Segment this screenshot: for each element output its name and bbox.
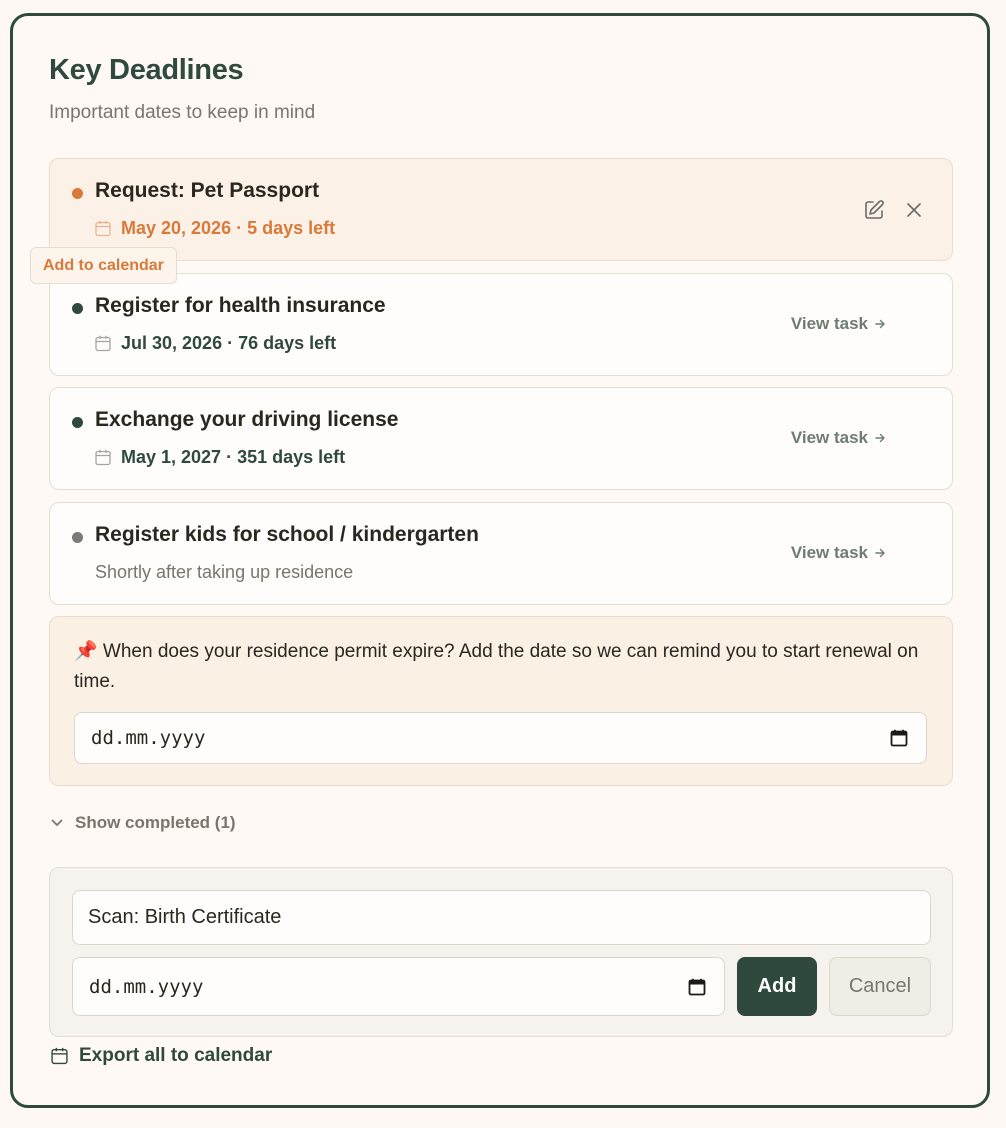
permit-expiry-date-input[interactable] [74, 712, 927, 764]
deadline-title: Register for health insurance [95, 294, 386, 317]
add-to-calendar-tooltip: Add to calendar [30, 247, 177, 284]
edit-icon [863, 199, 885, 221]
export-label: Export all to calendar [79, 1045, 273, 1066]
chevron-down-icon [51, 819, 63, 827]
add-deadline-form [49, 867, 953, 1037]
edit-button[interactable] [862, 198, 886, 222]
view-task-link[interactable] [791, 314, 886, 334]
status-dot [72, 188, 83, 199]
cancel-button[interactable]: Cancel [829, 957, 931, 1016]
page-subtitle: Important dates to keep in mind [49, 102, 316, 123]
calendar-icon [95, 449, 111, 466]
add-button[interactable]: Add [737, 957, 817, 1016]
deadline-date [95, 333, 336, 354]
deadline-title: Exchange your driving license [95, 408, 399, 431]
status-dot [72, 417, 83, 428]
deadline-date-text: Jul 30, 2026 · 76 days left [121, 333, 337, 353]
view-task-link[interactable] [791, 543, 886, 563]
deadline-date [95, 562, 353, 583]
calendar-picker-icon[interactable] [688, 978, 706, 996]
view-task-label: View task [790, 314, 868, 333]
calendar-picker-icon[interactable] [890, 729, 908, 747]
reminder-text: 📌 When does your residence permit expire? Add the date so we can remind you to start renewal on time. [74, 641, 919, 692]
status-dot [72, 532, 83, 543]
close-icon [906, 202, 922, 218]
status-dot [72, 303, 83, 314]
date-placeholder: dd.mm.yyyy [89, 975, 204, 998]
deadline-card-health-insurance[interactable] [49, 273, 953, 376]
deadline-date-input[interactable] [72, 957, 725, 1016]
arrow-right-icon [874, 432, 886, 444]
deadline-title: Request: Pet Passport [95, 179, 320, 202]
remove-button[interactable] [902, 198, 926, 222]
deadline-date [95, 447, 345, 468]
deadline-title: Register kids for school / kindergarten [95, 523, 479, 546]
deadline-card-pet-passport[interactable] [49, 158, 953, 261]
view-task-label: View task [790, 543, 868, 562]
deadline-date-text: May 1, 2027 · 351 days left [121, 447, 346, 467]
show-completed-toggle[interactable] [51, 813, 236, 833]
deadlines-panel [10, 13, 990, 1108]
date-placeholder: dd.mm.yyyy [91, 727, 206, 749]
deadline-title-input[interactable] [72, 890, 931, 945]
calendar-icon [95, 335, 111, 352]
deadline-date-text: Shortly after taking up residence [95, 562, 354, 582]
show-completed-label: Show completed (1) [75, 813, 236, 832]
deadline-date [95, 218, 335, 239]
residence-permit-reminder [49, 616, 953, 786]
arrow-right-icon [874, 547, 886, 559]
arrow-right-icon [874, 318, 886, 330]
calendar-icon[interactable] [95, 220, 111, 237]
deadline-date-text: May 20, 2026 · 5 days left [121, 218, 336, 238]
deadline-title-value: Scan: Birth Certificate [88, 906, 282, 928]
page-title: Key Deadlines [49, 54, 244, 86]
view-task-label: View task [790, 428, 868, 447]
deadline-card-school[interactable] [49, 502, 953, 605]
view-task-link[interactable] [791, 428, 886, 448]
deadline-card-driving-license[interactable] [49, 387, 953, 490]
export-all-to-calendar-link[interactable] [51, 1045, 272, 1067]
calendar-icon [51, 1047, 68, 1065]
